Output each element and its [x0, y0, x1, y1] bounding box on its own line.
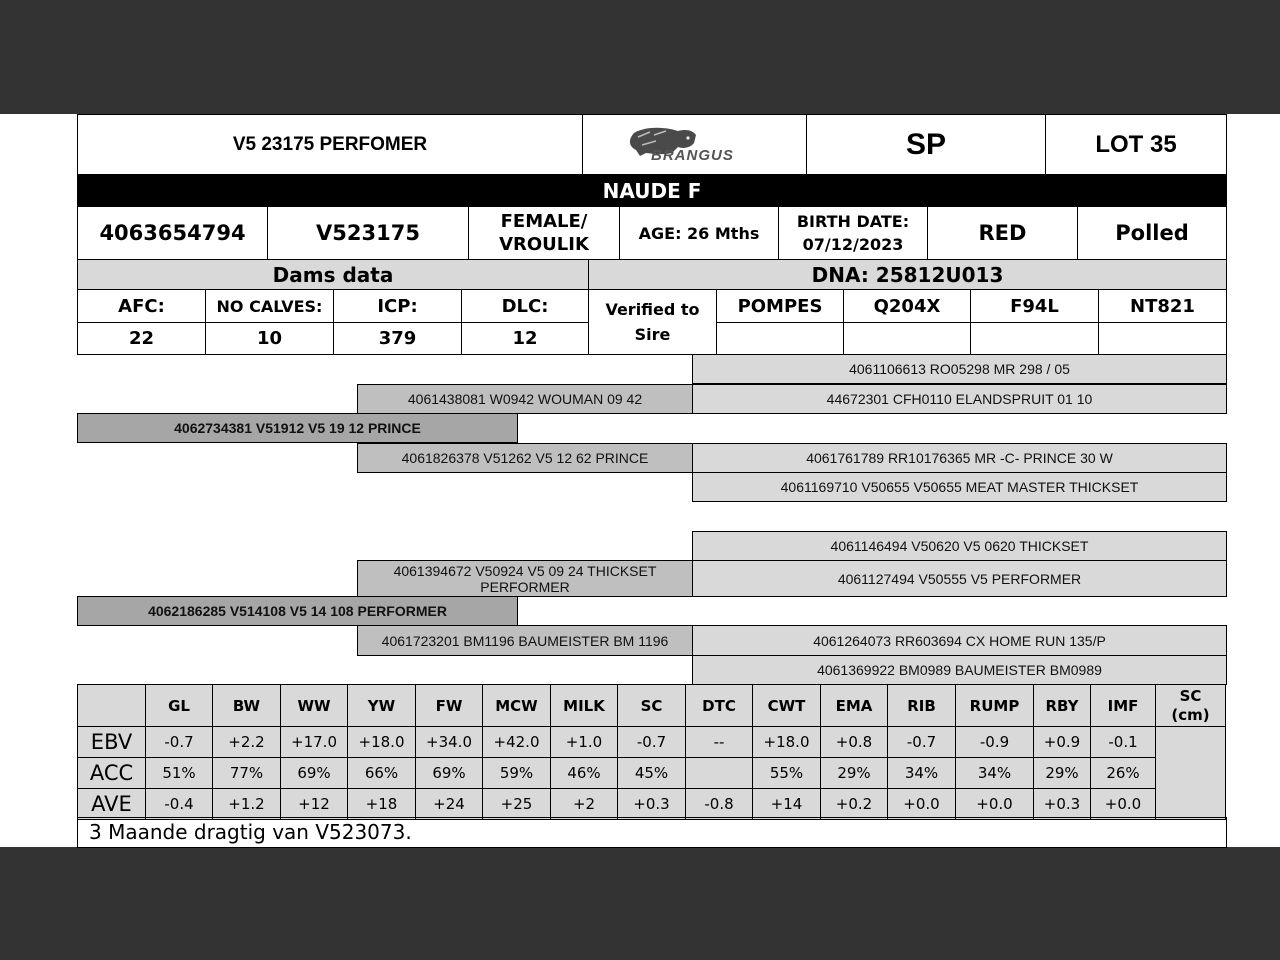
pedigree-dam-sire-sire: 4061146494 V50620 V5 0620 THICKSET — [692, 531, 1227, 561]
ebv-col-ema: EMA — [821, 685, 888, 727]
ebv-cell: +18.0 — [348, 727, 416, 758]
acc-cell: 34% — [888, 758, 956, 789]
ebv-cell: +2.2 — [213, 727, 281, 758]
pedigree-sire: 4062734381 V51912 V5 19 12 PRINCE — [77, 413, 518, 443]
ebv-col-gl: GL — [146, 685, 213, 727]
dams-value-icp: 379 — [333, 322, 462, 355]
dna-result-q204x — [843, 322, 971, 355]
dams-header-afc: AFC: — [77, 289, 206, 323]
ebv-col-fw: FW — [416, 685, 483, 727]
ave-cell: +14 — [753, 789, 821, 820]
ave-cell: +24 — [416, 789, 483, 820]
ave-cell: +0.0 — [956, 789, 1034, 820]
pedigree-dam-sire-dam: 4061127494 V50555 V5 PERFORMER — [692, 560, 1227, 597]
dams-value-afc: 22 — [77, 322, 206, 355]
ebv-cell: -0.7 — [146, 727, 213, 758]
acc-cell: 29% — [1034, 758, 1091, 789]
ebv-col-ww: WW — [281, 685, 348, 727]
ebv-col-imf: IMF — [1091, 685, 1156, 727]
ave-row-label: AVE — [78, 789, 146, 820]
ebv-cell: +34.0 — [416, 727, 483, 758]
dams-header-dlc: DLC: — [461, 289, 589, 323]
pedigree-dam-sire: 4061394672 V50924 V5 09 24 THICKSET PERFORMER — [357, 560, 693, 597]
ebv-cell: -0.9 — [956, 727, 1034, 758]
acc-cell: 51% — [146, 758, 213, 789]
ave-cell: +12 — [281, 789, 348, 820]
ave-cell: +2 — [551, 789, 618, 820]
pedigree-dam-dam: 4061723201 BM1196 BAUMEISTER BM 1196 — [357, 625, 693, 656]
ebv-col-rump: RUMP — [956, 685, 1034, 727]
ebv-table — [77, 684, 1226, 820]
ave-cell: +0.0 — [1091, 789, 1156, 820]
ebv-col-dtc: DTC — [686, 685, 753, 727]
acc-cell: 55% — [753, 758, 821, 789]
dna-test-pompes: POMPES — [716, 289, 844, 323]
breeder-name: NAUDE F — [77, 174, 1227, 207]
ebv-col-cwt: CWT — [753, 685, 821, 727]
remarks-note: 3 Maande dragtig van V523073. — [77, 817, 1227, 848]
ebv-cell: -0.7 — [618, 727, 686, 758]
ebv-col-milk: MILK — [551, 685, 618, 727]
ebv-col-bw: BW — [213, 685, 281, 727]
acc-row — [78, 758, 1226, 789]
acc-cell: 59% — [483, 758, 551, 789]
age: AGE: 26 Mths — [619, 206, 779, 260]
pedigree-sire-dam-dam: 4061169710 V50655 V50655 MEAT MASTER THICKSET — [692, 472, 1227, 502]
ebv-cell: -0.7 — [888, 727, 956, 758]
ave-cell: +0.0 — [888, 789, 956, 820]
ebv-cell: -0.1 — [1091, 727, 1156, 758]
dna-result-f94l — [970, 322, 1099, 355]
pedigree-sire-sire: 4061438081 W0942 WOUMAN 09 42 — [357, 384, 693, 414]
pedigree-sire-sire-sire: 4061106613 RO05298 MR 298 / 05 — [692, 354, 1227, 384]
category-code: SP — [806, 114, 1046, 175]
ebv-col-sc: SC — [618, 685, 686, 727]
pedigree-sire-dam-sire: 4061761789 RR10176365 MR -C- PRINCE 30 W — [692, 443, 1227, 473]
ebv-cell: +0.8 — [821, 727, 888, 758]
ave-cell: +0.3 — [618, 789, 686, 820]
acc-cell: 69% — [416, 758, 483, 789]
acc-cell: 34% — [956, 758, 1034, 789]
color: RED — [927, 206, 1078, 260]
pedigree-dam: 4062186285 V514108 V5 14 108 PERFORMER — [77, 596, 518, 626]
acc-cell: 29% — [821, 758, 888, 789]
birth-date-label: BIRTH DATE: — [796, 212, 910, 231]
acc-cell: 26% — [1091, 758, 1156, 789]
dna-result-nt821 — [1098, 322, 1227, 355]
ave-cell: +25 — [483, 789, 551, 820]
acc-cell: 77% — [213, 758, 281, 789]
dna-test-q204x: Q204X — [843, 289, 971, 323]
ave-cell: -0.4 — [146, 789, 213, 820]
ebv-row — [78, 727, 1226, 758]
ebv-cell: +18.0 — [753, 727, 821, 758]
pedigree-sire-sire-dam: 44672301 CFH0110 ELANDSPRUIT 01 10 — [692, 384, 1227, 414]
ave-cell: +0.3 — [1034, 789, 1091, 820]
ebv-corner-cell — [78, 685, 146, 727]
birth-date — [778, 206, 928, 260]
acc-cell: 66% — [348, 758, 416, 789]
dams-value-dlc: 12 — [461, 322, 589, 355]
ave-cell: +1.2 — [213, 789, 281, 820]
ave-cell: -0.8 — [686, 789, 753, 820]
pedigree-dam-dam-sire: 4061264073 RR603694 CX HOME RUN 135/P — [692, 625, 1227, 656]
acc-cell: 46% — [551, 758, 618, 789]
ebv-col-sc-cm: SC (cm) — [1156, 685, 1226, 727]
catalogue-page — [0, 114, 1280, 847]
pedigree-sire-dam: 4061826378 V51262 V5 12 62 PRINCE — [357, 443, 693, 473]
id-number: 4063654794 — [77, 206, 268, 260]
dams-value-no-calves: 10 — [205, 322, 334, 355]
ebv-col-rib: RIB — [888, 685, 956, 727]
dna-result-pompes — [716, 322, 844, 355]
sex: FEMALE/ VROULIK — [468, 206, 620, 260]
ave-row — [78, 789, 1226, 820]
acc-cell: 45% — [618, 758, 686, 789]
birth-date-value: 07/12/2023 — [802, 235, 904, 254]
ebv-sc-cm-cell — [1156, 727, 1226, 820]
acc-cell — [686, 758, 753, 789]
ebv-cell: -- — [686, 727, 753, 758]
tag-number: V523175 — [267, 206, 469, 260]
ebv-cell: +42.0 — [483, 727, 551, 758]
ebv-col-yw: YW — [348, 685, 416, 727]
pedigree-dam-dam-dam: 4061369922 BM0989 BAUMEISTER BM0989 — [692, 655, 1227, 685]
dna-title: DNA: 25812U013 — [588, 259, 1227, 290]
ebv-row-label: EBV — [78, 727, 146, 758]
dams-header-icp: ICP: — [333, 289, 462, 323]
ebv-cell: +17.0 — [281, 727, 348, 758]
logo-text: BRANGUS — [651, 147, 734, 164]
acc-cell: 69% — [281, 758, 348, 789]
acc-row-label: ACC — [78, 758, 146, 789]
ave-cell: +0.2 — [821, 789, 888, 820]
brangus-logo — [582, 114, 807, 175]
ave-cell: +18 — [348, 789, 416, 820]
dna-test-nt821: NT821 — [1098, 289, 1227, 323]
ebv-header-row — [78, 685, 1226, 727]
verified-to-sire: Verified to Sire — [588, 289, 717, 355]
horn-status: Polled — [1077, 206, 1227, 260]
ebv-col-rby: RBY — [1034, 685, 1091, 727]
animal-name: V5 23175 PERFOMER — [77, 114, 583, 175]
ebv-cell: +0.9 — [1034, 727, 1091, 758]
lot-number: LOT 35 — [1045, 114, 1227, 175]
ebv-cell: +1.0 — [551, 727, 618, 758]
ebv-col-mcw: MCW — [483, 685, 551, 727]
dna-test-f94l: F94L — [970, 289, 1099, 323]
dams-title: Dams data — [77, 259, 589, 290]
dams-header-no-calves: NO CALVES: — [205, 289, 334, 323]
